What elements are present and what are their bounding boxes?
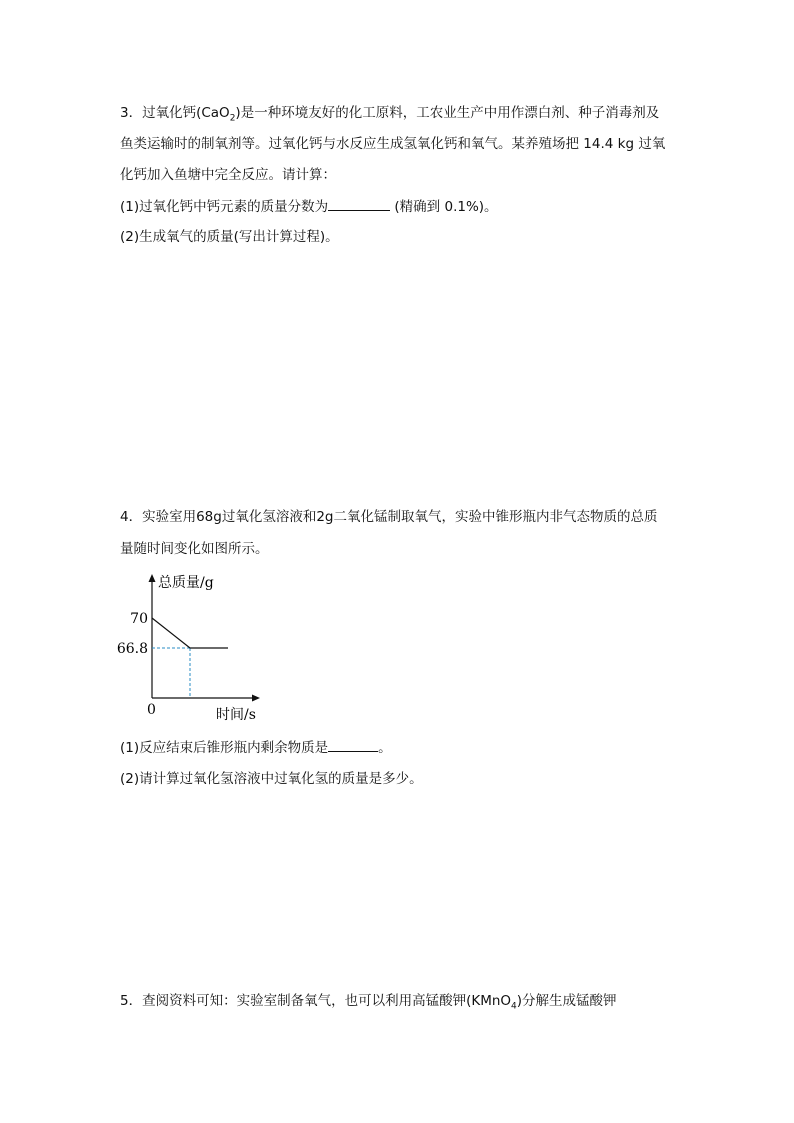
origin-label: 0	[147, 702, 156, 718]
x-axis-label: 时间/s	[216, 707, 256, 723]
q3-subscript: 2	[229, 113, 236, 124]
q5-line-1-start: 5．查阅资料可知：实验室制备氧气，也可以利用高锰酸钾(KMnO	[120, 993, 512, 1009]
q3-line-3: 化钙加入鱼塘中完全反应。请计算：	[120, 167, 336, 183]
q4-answer-blank[interactable]	[328, 738, 378, 752]
q4-line-1: 4．实验室用68g过氧化氢溶液和2g二氧化锰制取氧气，实验中锥形瓶内非气态物质的总质	[120, 509, 658, 525]
y-tick-66-8: 66.8	[116, 641, 148, 657]
q4-part-1-text: (1)反应结束后锥形瓶内剩余物质是	[120, 740, 329, 756]
q3-part-1	[120, 197, 498, 216]
mass-time-chart	[110, 568, 280, 728]
q3-line-2: 鱼类运输时的制氧剂等。过氧化钙与水反应生成氢氧化钙和氧气。某养殖场把 14.4 kg 过氧	[120, 136, 666, 152]
y-axis-label: 总质量/g	[158, 575, 214, 591]
q3-part-1-text: (1)过氧化钙中钙元素的质量分数为	[120, 199, 329, 215]
y-tick-70: 70	[130, 611, 148, 627]
q4-part-1-suffix: 。	[378, 740, 392, 756]
q5-line-1-end: )分解生成锰酸钾	[516, 993, 617, 1009]
q4-line-2: 量随时间变化如图所示。	[120, 541, 269, 557]
q3-line-1	[120, 104, 659, 128]
mass-series-line	[152, 618, 228, 648]
q4-part-2: (2)请计算过氧化氢溶液中过氧化氢的质量是多少。	[120, 771, 423, 787]
q5-line-1	[120, 992, 617, 1016]
q3-line-1-start: 3．过氧化钙(CaO	[120, 105, 230, 121]
q3-answer-blank[interactable]	[328, 197, 390, 211]
q5-subscript: 4	[511, 1001, 517, 1012]
q3-part-1-suffix: (精确到 0.1%)。	[390, 199, 498, 215]
y-axis-arrow	[149, 574, 156, 582]
q4-part-1	[120, 738, 392, 757]
q3-line-1-end: )是一种环境友好的化工原料，工农业生产中用作漂白剂、种子消毒剂及	[235, 105, 660, 121]
q3-part-2: (2)生成氧气的质量(写出计算过程)。	[120, 229, 339, 245]
x-axis-arrow	[252, 695, 260, 702]
